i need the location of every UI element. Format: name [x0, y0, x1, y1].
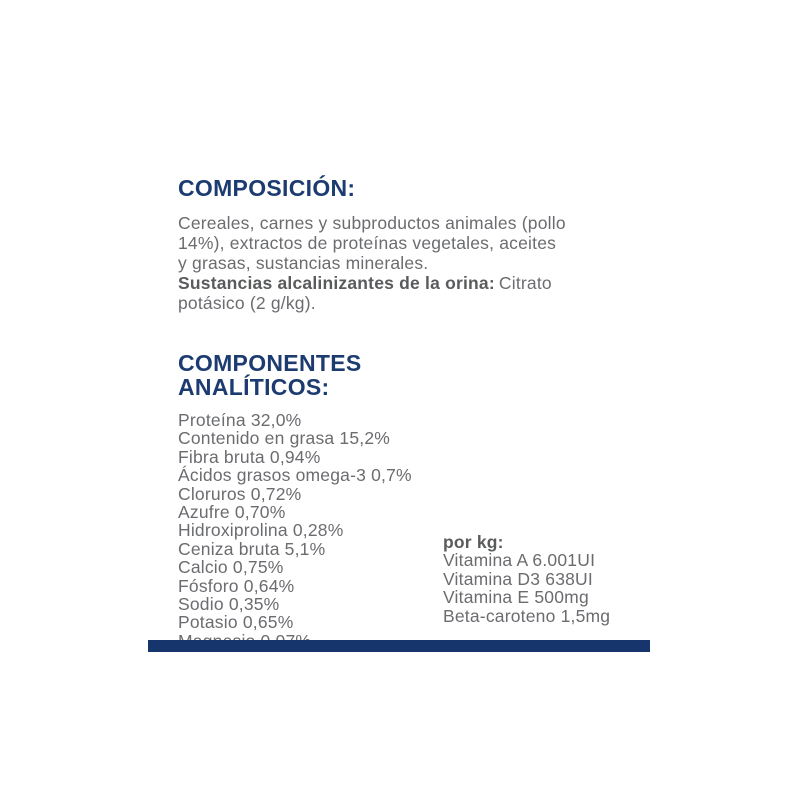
per-kg-section	[443, 533, 610, 625]
composition-title: COMPOSICIÓN:	[178, 175, 356, 201]
nutrient-item: Sodio 0,35%	[178, 594, 280, 615]
nutrient-item: Fibra bruta 0,94%	[178, 446, 321, 467]
composition-line: 14%), extractos de proteínas vegetales, aceites	[178, 233, 557, 253]
nutrient-item: Ceniza bruta 5,1%	[178, 538, 326, 559]
nutrient-item: Cloruros 0,72%	[178, 483, 302, 504]
nutrient-item: Proteína 32,0%	[178, 410, 302, 430]
nutrient-item: Calcio 0,75%	[178, 557, 284, 578]
urine-alkalizer-value: Citrato	[498, 273, 552, 293]
composition-line: y grasas, sustancias minerales.	[178, 253, 429, 273]
analytical-components-title: COMPONENTES ANALÍTICOS:	[178, 350, 362, 400]
urine-alkalizer-label: Sustancias alcalinizantes de la orina:	[178, 273, 495, 293]
nutrient-item: Hidroxiprolina 0,28%	[178, 520, 344, 541]
vitamin-item: Vitamina A 6.001UI	[443, 550, 596, 571]
composition-lines	[178, 213, 648, 273]
vitamin-list	[443, 551, 610, 625]
nutrient-item: Contenido en grasa 15,2%	[178, 428, 391, 449]
composition-text	[178, 213, 648, 313]
composition-line: Cereales, carnes y subproductos animales (pollo	[178, 213, 566, 233]
nutrient-item: Ácidos grasos omega-3 0,7%	[178, 465, 412, 486]
composition-section	[178, 176, 648, 313]
nutrient-list	[178, 411, 478, 650]
vitamin-item: Vitamina D3 638UI	[443, 568, 593, 589]
urine-alkalizer-line-2: potásico (2 g/kg).	[178, 293, 316, 313]
analytical-components-section	[178, 351, 478, 650]
divider-bar	[148, 640, 650, 652]
nutrient-item: Azufre 0,70%	[178, 502, 286, 523]
vitamin-item: Beta-caroteno 1,5mg	[443, 605, 611, 626]
urine-alkalizer-line	[178, 273, 648, 293]
vitamin-item: Vitamina E 500mg	[443, 587, 589, 608]
nutrient-item: Potasio 0,65%	[178, 612, 294, 633]
per-kg-heading: por kg:	[443, 532, 504, 552]
nutrient-item: Fósforo 0,64%	[178, 575, 295, 596]
